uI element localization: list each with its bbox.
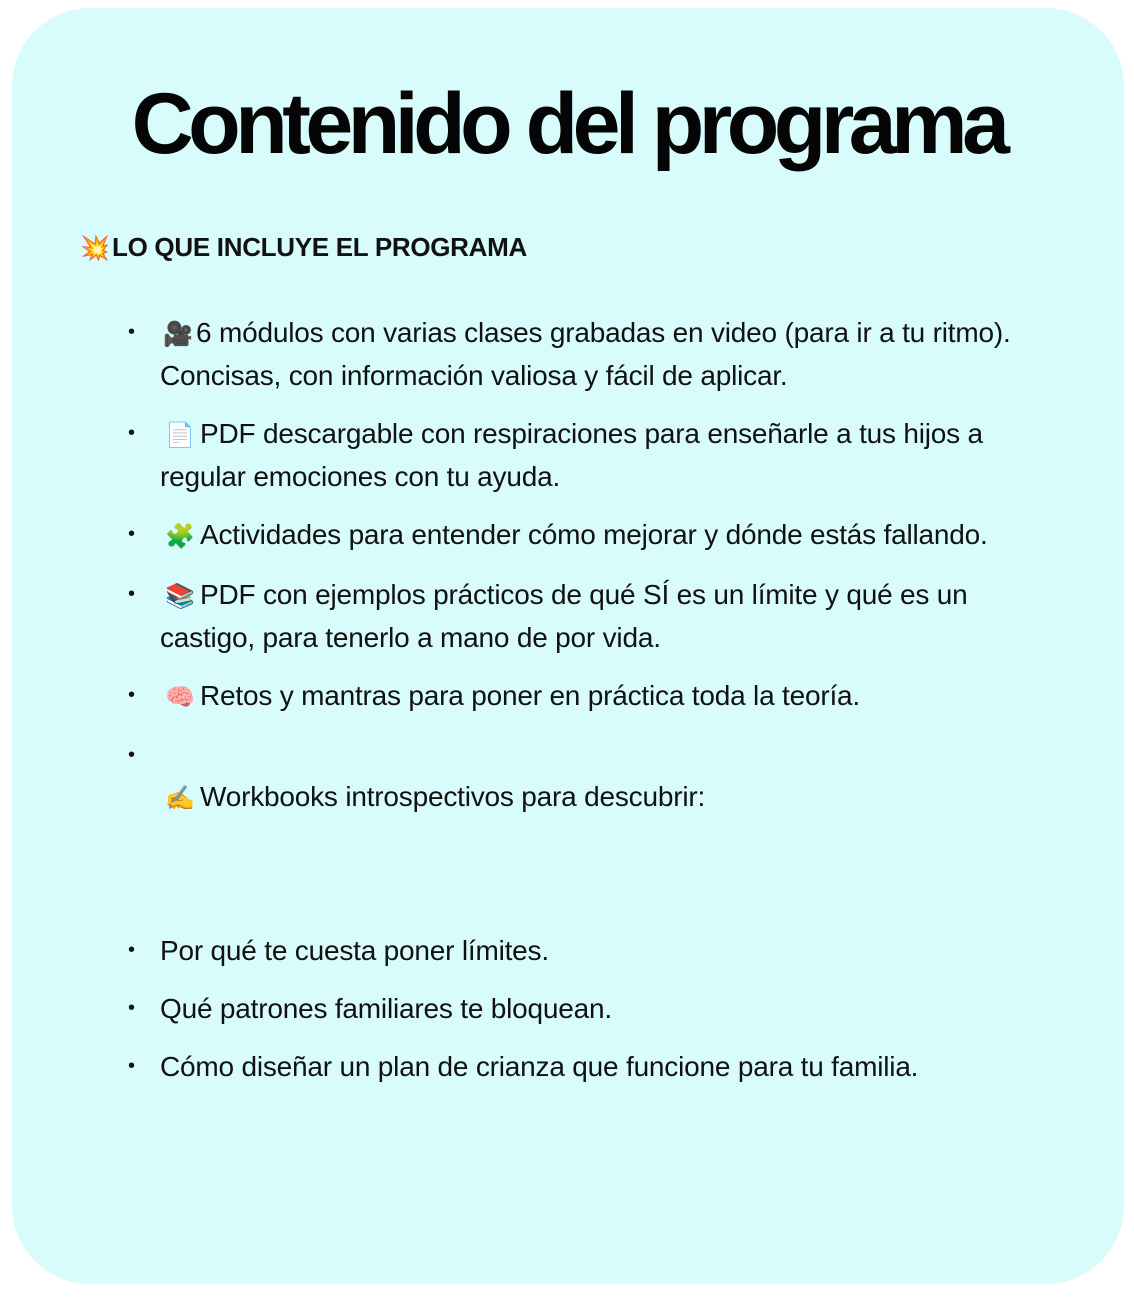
section-heading-label: LO QUE INCLUYE EL PROGRAMA <box>112 232 527 262</box>
list-item-text: Workbooks introspectivos para descubrir: <box>200 781 706 812</box>
list-item-text: Actividades para entender cómo mejorar y dónde estás fallando. <box>200 519 988 550</box>
list-item: • Por qué te cuesta poner límites. <box>128 930 1028 971</box>
brain-icon: 🧠 <box>165 684 195 711</box>
list-item: • Cómo diseñar un plan de crianza que funcione para tu familia. <box>128 1046 1028 1087</box>
workbook-topics-list <box>128 930 1028 1104</box>
program-content-card <box>12 8 1124 1284</box>
document-icon: 📄 <box>165 422 195 449</box>
collision-icon: 💥 <box>80 235 110 262</box>
puzzle-icon: 🧩 <box>165 523 195 550</box>
list-item-examples-pdf <box>128 574 1028 658</box>
list-item-text: PDF con ejemplos prácticos de qué SÍ es un límite y qué es un castigo, para tenerlo a mano de por vida. <box>160 579 968 653</box>
list-item: • Qué patrones familiares te bloquean. <box>128 988 1028 1029</box>
books-icon: 📚 <box>165 583 195 610</box>
list-item-video-modules <box>128 312 1028 396</box>
page-title: Contenido del programa <box>131 76 1005 172</box>
list-item-activities <box>128 514 1028 557</box>
included-items-list <box>128 312 1028 836</box>
list-item-breathing-pdf <box>128 413 1028 497</box>
list-item-text: PDF descargable con respiraciones para enseñarle a tus hijos a regular emociones con tu ayuda. <box>160 418 983 492</box>
section-heading <box>80 230 527 266</box>
list-item-workbooks <box>128 735 1028 819</box>
list-item-challenges <box>128 675 1028 718</box>
list-item-text: Retos y mantras para poner en práctica toda la teoría. <box>200 680 861 711</box>
video-camera-icon: 🎥 <box>163 321 193 348</box>
writing-hand-icon: ✍️ <box>165 785 195 812</box>
list-item-text: 6 módulos con varias clases grabadas en video (para ir a tu ritmo). Concisas, con información valiosa y fácil de aplicar. <box>160 317 1011 391</box>
